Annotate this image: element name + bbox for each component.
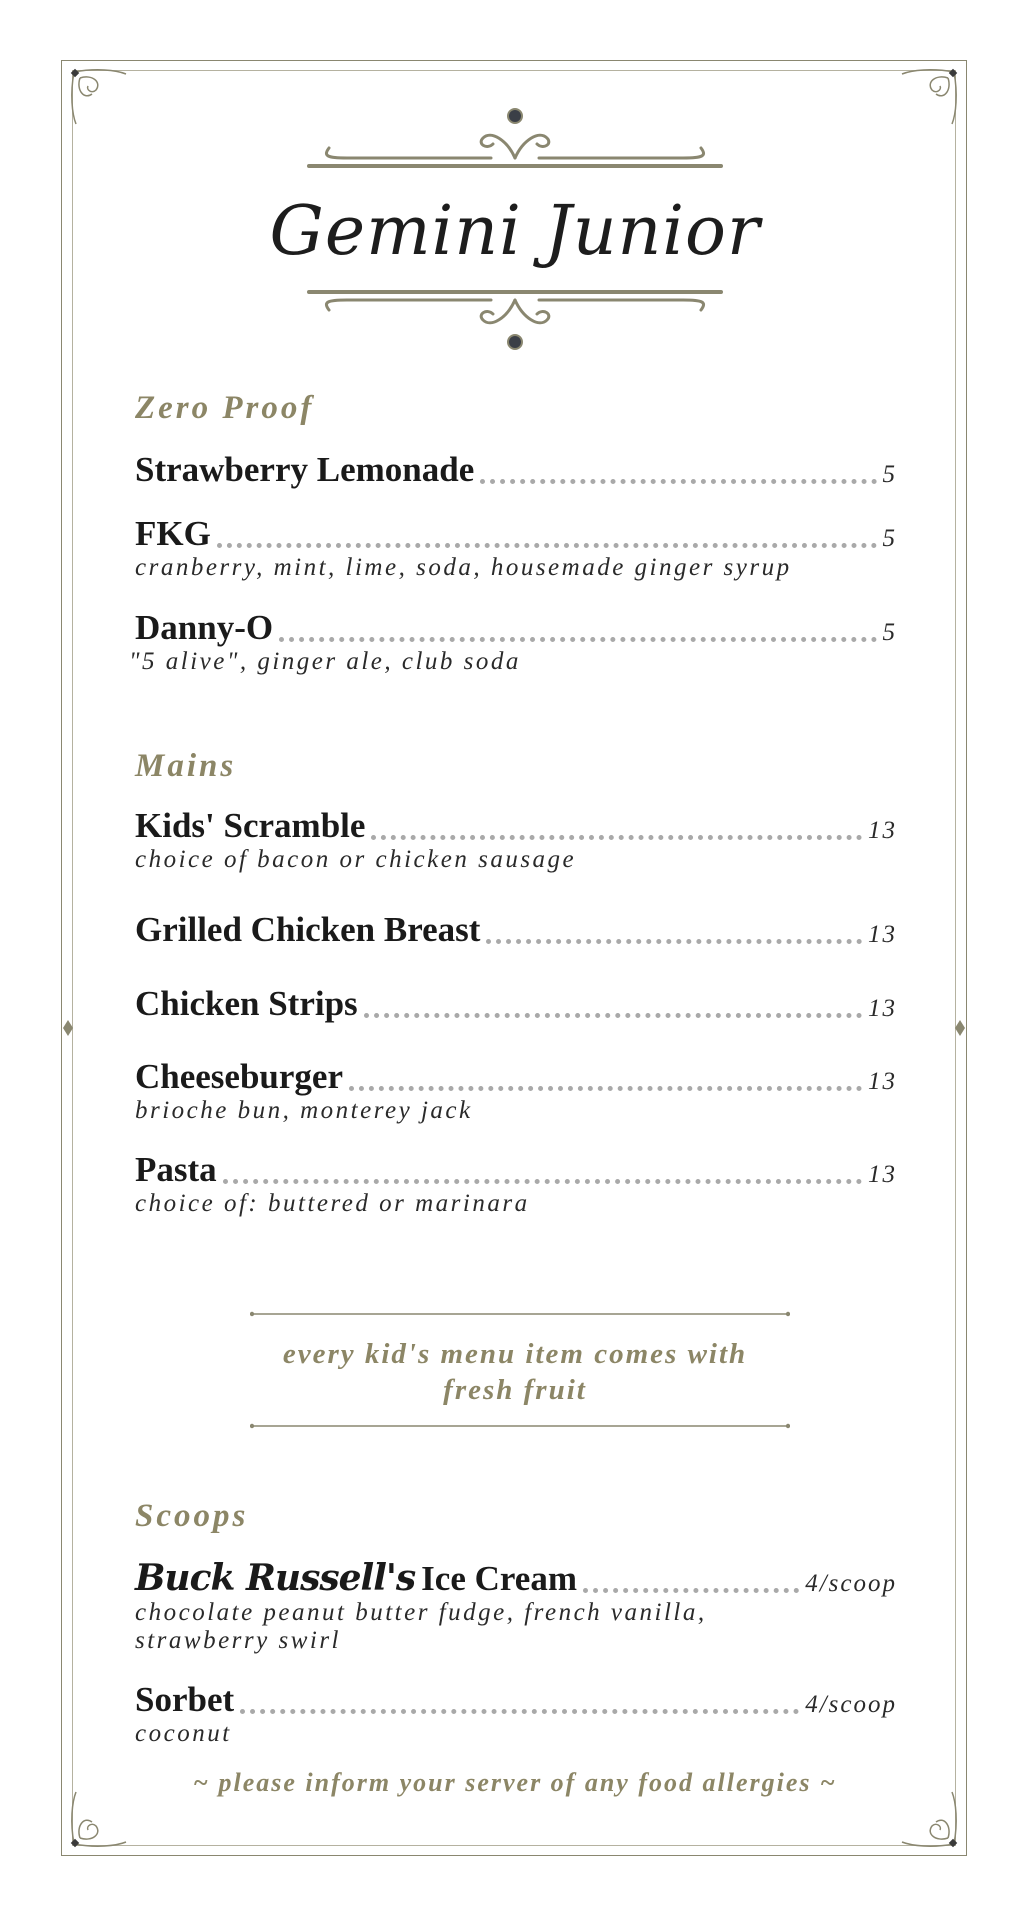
notice-line-1: every kid's menu item comes with [282,1338,748,1370]
allergy-note: ~ please inform your server of any food allergies ~ [193,1768,837,1797]
corner-flourish-icon [898,64,962,128]
item-name: Chicken Strips [135,984,358,1023]
item-price: 4/scoop [805,1570,897,1597]
item-description: choice of: buttered or marinara [135,1190,530,1217]
menu-item [135,910,897,950]
section-title-scoops: Scoops [135,1498,249,1534]
brand-script-name: Buck Russell's [135,1557,416,1599]
item-name: Grilled Chicken Breast [135,910,481,949]
item-description: "5 alive", ginger ale, club soda [129,648,521,675]
item-name-wrapper [135,1558,577,1599]
item-description: choice of bacon or chicken sausage [135,846,577,873]
item-price: 13 [868,921,897,948]
side-diamond-icon [954,1020,966,1036]
item-description: brioche bun, monterey jack [135,1097,473,1124]
item-price: 5 [882,525,897,552]
item-description: cranberry, mint, lime, soda, housemade ginger syrup [135,554,792,581]
dot-leader [486,939,862,944]
header-flourish-icon [307,278,723,358]
item-price: 5 [882,619,897,646]
menu-item [135,450,897,490]
item-name: Sorbet [135,1680,235,1719]
item-description-line: strawberry swirl [135,1627,342,1654]
dot-leader [240,1709,799,1714]
item-name: Danny-O [135,608,274,647]
dot-leader [371,835,862,840]
dot-leader [364,1013,862,1018]
menu-item [129,608,897,676]
menu-item [135,1558,897,1655]
item-name: Ice Cream [421,1559,577,1598]
dot-leader [583,1588,799,1593]
menu-item [135,514,897,582]
item-description: coconut [135,1720,232,1747]
item-price: 5 [882,461,897,488]
item-name: Cheeseburger [135,1057,344,1096]
dot-leader [217,543,877,548]
dot-leader [480,479,876,484]
item-name: Kids' Scramble [135,806,366,845]
corner-flourish-icon [66,64,130,128]
menu-item [135,1057,897,1125]
item-price: 13 [868,995,897,1022]
header-flourish-icon [307,100,723,180]
notice-line-2: fresh fruit [443,1374,587,1406]
menu-title: Gemini Junior [269,192,761,271]
side-diamond-icon [62,1020,74,1036]
item-name: FKG [135,514,211,553]
item-price: 13 [868,817,897,844]
item-price: 13 [868,1161,897,1188]
dot-leader [223,1179,862,1184]
menu-item [135,1680,897,1748]
item-price: 13 [868,1068,897,1095]
item-name: Pasta [135,1150,217,1189]
section-title-zero-proof: Zero Proof [135,390,315,426]
section-title-mains: Mains [135,748,237,784]
menu-item [135,806,897,874]
menu-item [135,984,897,1024]
dot-leader [349,1086,862,1091]
divider-rule [250,1310,790,1318]
dot-leader [279,637,876,642]
divider-rule [250,1422,790,1430]
menu-item [135,1150,897,1218]
item-name: Strawberry Lemonade [135,450,475,489]
item-price: 4/scoop [805,1691,897,1718]
item-description-line: chocolate peanut butter fudge, french vanilla, [135,1599,707,1626]
